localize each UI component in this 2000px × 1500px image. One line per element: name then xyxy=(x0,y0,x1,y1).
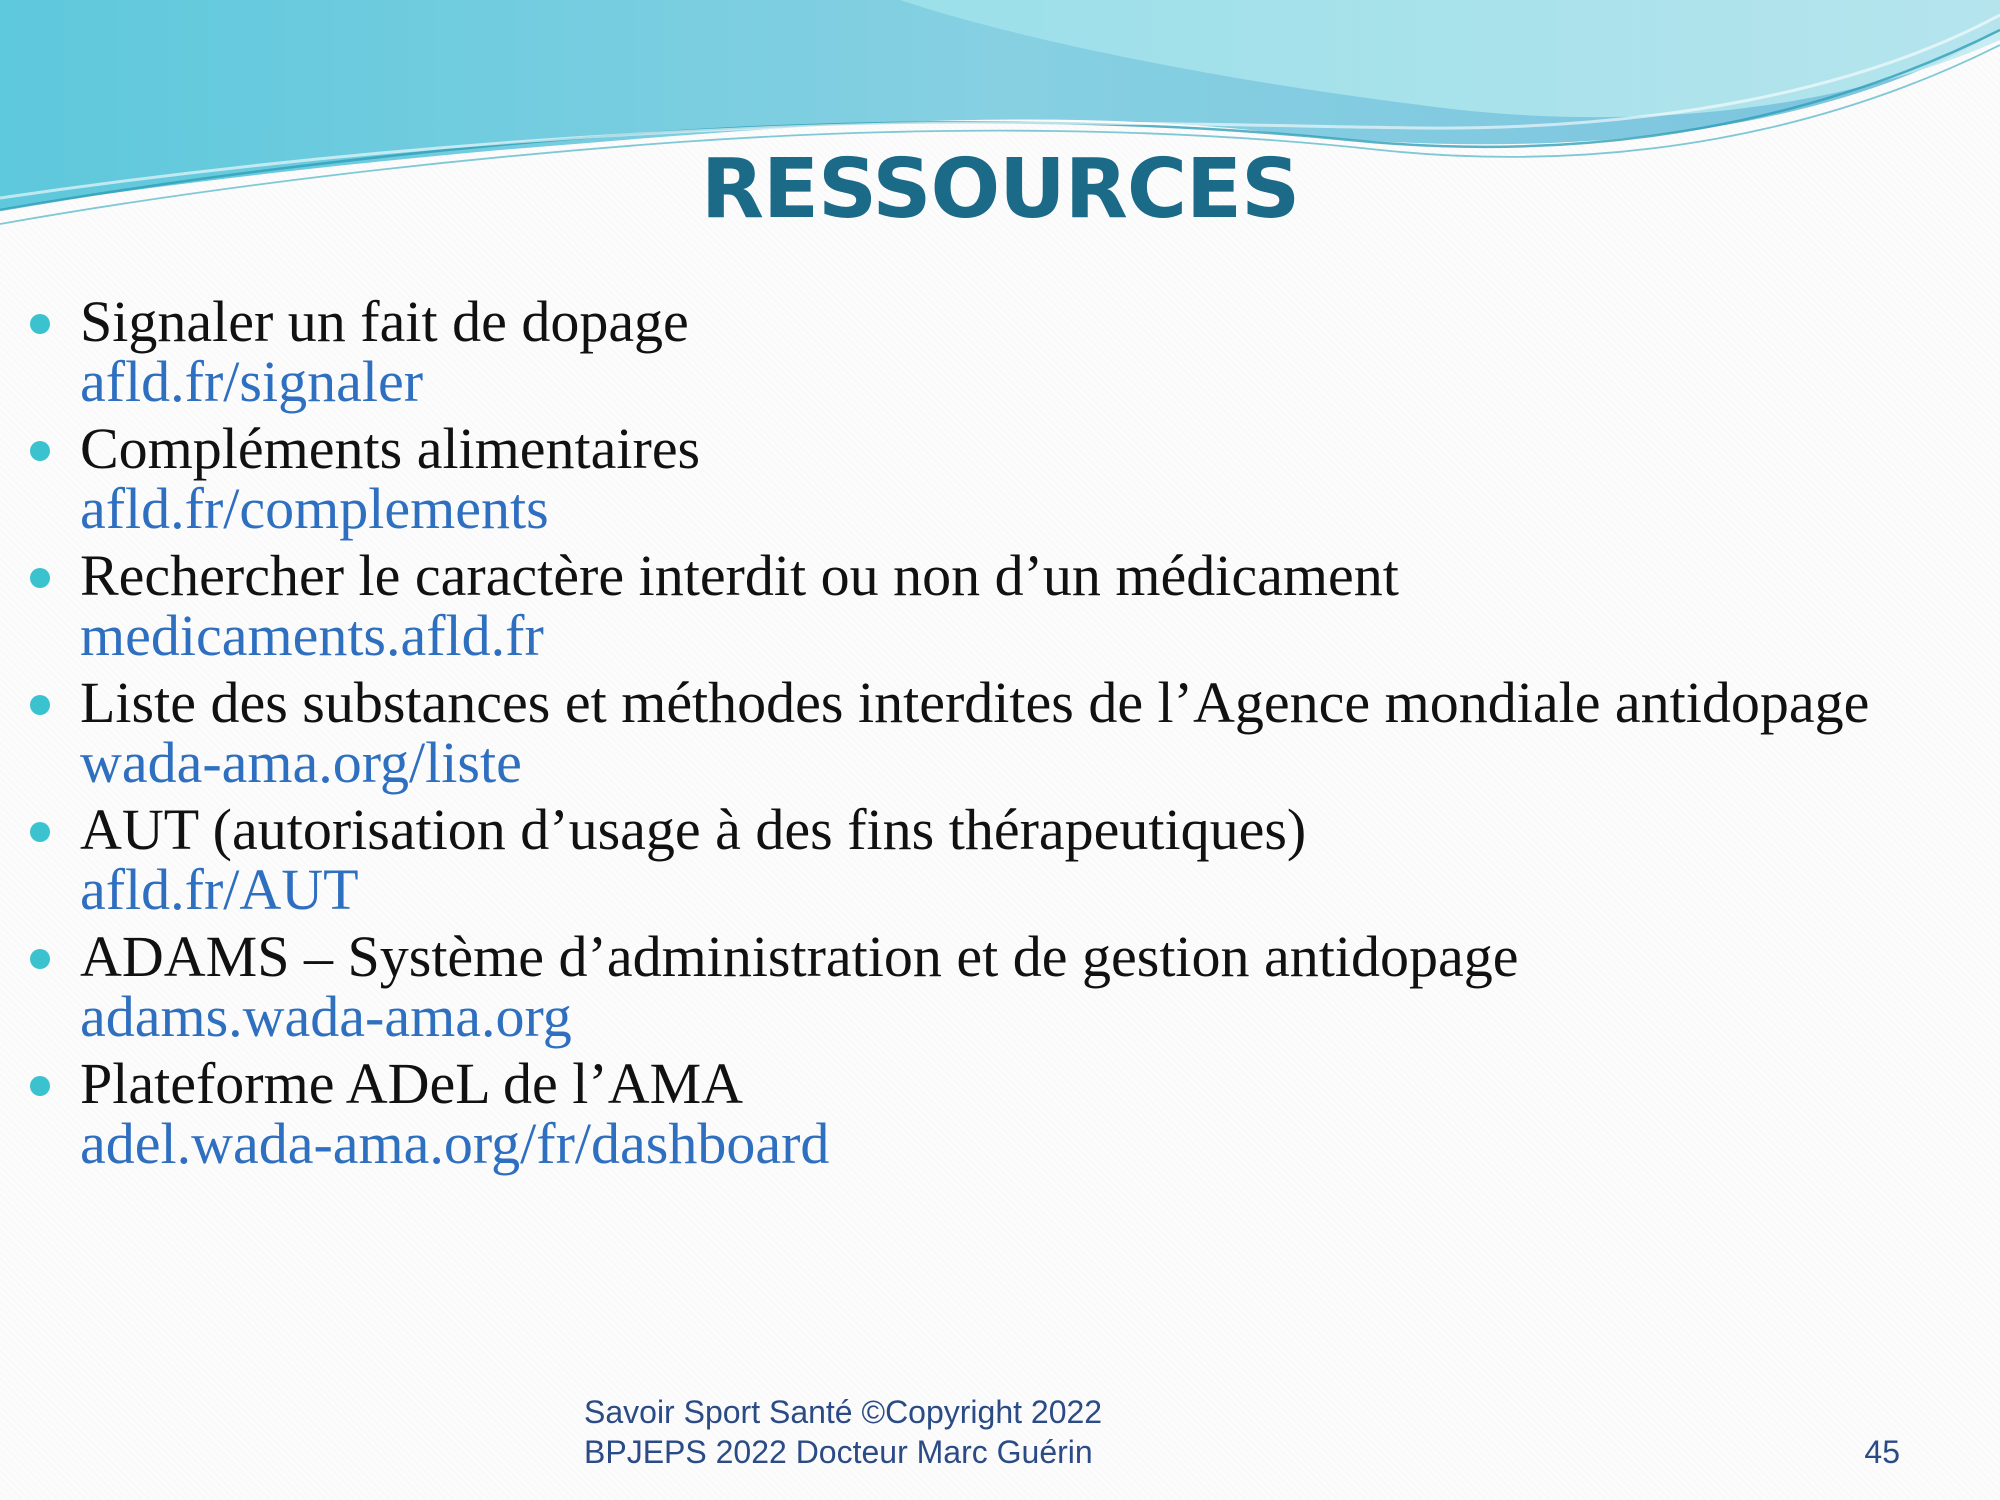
list-item xyxy=(20,543,1980,668)
bullet-icon xyxy=(30,568,50,588)
resource-link[interactable]: adams.wada-ama.org xyxy=(80,984,572,1049)
list-item xyxy=(20,797,1980,922)
bullet-icon xyxy=(30,822,50,842)
resource-list xyxy=(20,289,1980,1181)
resource-link[interactable]: afld.fr/AUT xyxy=(80,857,359,922)
item-label: Plateforme ADeL de l’AMA xyxy=(80,1051,744,1116)
list-item xyxy=(20,1051,1980,1176)
item-label: Signaler un fait de dopage xyxy=(80,289,689,354)
resource-link[interactable]: adel.wada-ama.org/fr/dashboard xyxy=(80,1111,830,1176)
item-label: Rechercher le caractère interdit ou non d’un médicament xyxy=(80,543,1399,608)
bullet-icon xyxy=(30,695,50,715)
bullet-icon xyxy=(30,949,50,969)
slide-title: RESSOURCES xyxy=(700,142,1300,237)
resource-link[interactable]: medicaments.afld.fr xyxy=(80,603,544,668)
list-item xyxy=(20,924,1980,1049)
bullet-icon xyxy=(30,1076,50,1096)
item-label: Compléments alimentaires xyxy=(80,416,701,481)
resource-link[interactable]: afld.fr/signaler xyxy=(80,349,424,414)
list-item xyxy=(20,289,1980,414)
item-label: AUT (autorisation d’usage à des fins thérapeutiques) xyxy=(80,797,1307,862)
resource-link[interactable]: wada-ama.org/liste xyxy=(80,730,522,795)
footer-copyright: Savoir Sport Santé ©Copyright 2022 xyxy=(584,1394,1103,1430)
list-item xyxy=(20,416,1980,541)
bullet-icon xyxy=(30,314,50,334)
item-label: ADAMS – Système d’administration et de gestion antidopage xyxy=(80,924,1519,989)
page-number: 45 xyxy=(1864,1434,1900,1470)
footer-author: BPJEPS 2022 Docteur Marc Guérin xyxy=(584,1434,1093,1470)
list-item xyxy=(20,670,1980,795)
footer xyxy=(584,1392,1102,1472)
resource-link[interactable]: afld.fr/complements xyxy=(80,476,549,541)
item-label: Liste des substances et méthodes interdites de l’Agence mondiale antidopage xyxy=(80,670,1870,735)
bullet-icon xyxy=(30,441,50,461)
